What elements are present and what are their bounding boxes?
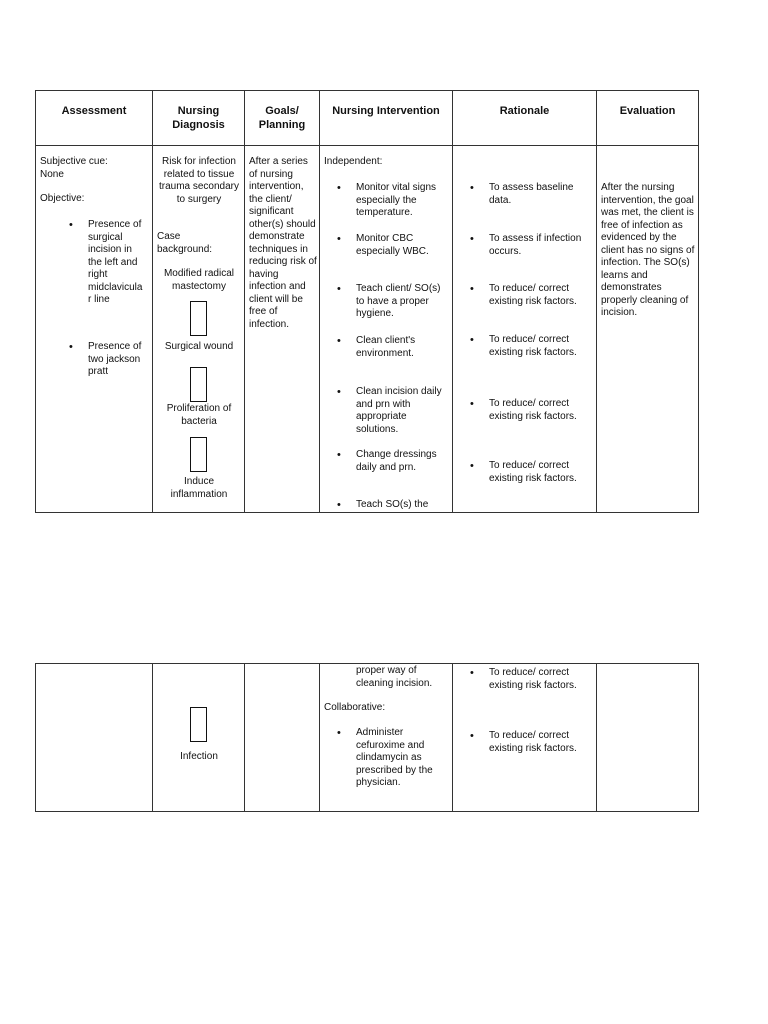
list-item: • Clean incision daily and prn with appropriate solutions. — [320, 386, 448, 436]
collaborative-list — [320, 727, 448, 790]
list-item: • Clean client's environment. — [320, 335, 448, 360]
list-item: • Teach SO(s) the — [320, 499, 448, 512]
list-item: • Administer cefuroxime and clindamycin as prescribed by the physician. — [320, 727, 448, 790]
assessment-list — [52, 219, 147, 307]
rationale-list — [453, 334, 593, 359]
diagnosis-text: Risk for infection related to tissue trauma secondary to surgery — [158, 156, 240, 205]
arrow-box-icon — [190, 437, 207, 472]
header-nursing-diagnosis: Nursing Diagnosis — [153, 91, 245, 146]
rationale-cell-continued — [453, 664, 597, 812]
list-item: • To assess baseline data. — [453, 182, 593, 207]
goals-cell-continued — [245, 664, 320, 812]
intervention-list — [320, 335, 448, 360]
content-row-continued — [36, 664, 699, 812]
intervention-list — [320, 386, 448, 436]
intervention-list — [320, 233, 448, 258]
arrow-box-icon — [190, 367, 207, 402]
header-assessment: Assessment — [36, 91, 153, 146]
case-background-label: Case background: — [157, 231, 213, 255]
arrow-box-icon — [190, 301, 207, 336]
intervention-list — [320, 449, 448, 474]
intervention-list — [320, 182, 448, 220]
goals-cell — [245, 146, 320, 513]
header-evaluation: Evaluation — [597, 91, 699, 146]
list-item: • To assess if infection occurs. — [453, 233, 593, 258]
goals-text: After a series of nursing intervention, the client/ significant other(s) should demonstrate techniques in reducing risk of having infection and client will be free of infection. — [249, 156, 317, 330]
list-item: • To reduce/ correct existing risk factors. — [453, 283, 593, 308]
intervention-cell — [320, 146, 453, 513]
rationale-list — [453, 182, 593, 207]
objective-label: Objective: — [40, 193, 85, 204]
list-item: • To reduce/ correct existing risk factors. — [453, 667, 593, 692]
diagnosis-cell — [153, 146, 245, 513]
list-item: • Monitor CBC especially WBC. — [320, 233, 448, 258]
rationale-list — [453, 283, 593, 308]
list-item: • To reduce/ correct existing risk factors. — [453, 730, 593, 755]
rationale-list — [453, 233, 593, 258]
flow-step: Proliferation of bacteria — [166, 403, 232, 427]
assessment-cell — [36, 146, 153, 513]
flow-step: Induce inflammation — [170, 476, 228, 500]
evaluation-cell-continued — [597, 664, 699, 812]
list-item: • Presence of surgical incision in the left and right midclavicula r line — [52, 219, 147, 307]
flow-step: Modified radical mastectomy — [163, 268, 235, 292]
diagnosis-cell-continued — [153, 664, 245, 812]
header-nursing-intervention: Nursing Intervention — [320, 91, 453, 146]
rationale-list — [453, 667, 593, 692]
list-item: • To reduce/ correct existing risk factors. — [453, 334, 593, 359]
care-plan-table-page-1 — [35, 90, 699, 513]
intervention-cell-continued — [320, 664, 453, 812]
flow-step: Surgical wound — [164, 341, 234, 352]
independent-label: Independent: — [324, 156, 383, 167]
list-item: • Presence of two jackson pratt — [52, 341, 147, 379]
rationale-list — [453, 460, 593, 485]
collaborative-label: Collaborative: — [324, 702, 386, 713]
rationale-list — [453, 730, 593, 755]
evaluation-text: After the nursing intervention, the goal was met, the client is free of infection as evidenced by the client has no signs of infection. The SO(s) learns and demonstrates properly cleaning of incision. — [601, 182, 695, 318]
arrow-box-icon — [190, 707, 207, 742]
list-item: • To reduce/ correct existing risk factors. — [453, 460, 593, 485]
header-rationale: Rationale — [453, 91, 597, 146]
header-goals-planning: Goals/ Planning — [245, 91, 320, 146]
rationale-list — [453, 398, 593, 423]
content-row — [36, 146, 699, 513]
flow-step: Infection — [180, 751, 218, 762]
intervention-list — [320, 499, 448, 512]
assessment-cell-continued — [36, 664, 153, 812]
rationale-cell — [453, 146, 597, 513]
list-item: • Change dressings daily and prn. — [320, 449, 448, 474]
list-item: • To reduce/ correct existing risk factors. — [453, 398, 593, 423]
care-plan-table-page-2 — [35, 663, 699, 812]
intervention-continued-text: proper way of cleaning incision. — [356, 665, 433, 689]
subjective-cue: Subjective cue: None — [40, 156, 108, 180]
assessment-list-2 — [52, 341, 147, 379]
list-item: • Monitor vital signs especially the temperature. — [320, 182, 448, 220]
header-row — [36, 91, 699, 146]
list-item: • Teach client/ SO(s) to have a proper hygiene. — [320, 283, 448, 321]
intervention-list — [320, 283, 448, 321]
evaluation-cell — [597, 146, 699, 513]
